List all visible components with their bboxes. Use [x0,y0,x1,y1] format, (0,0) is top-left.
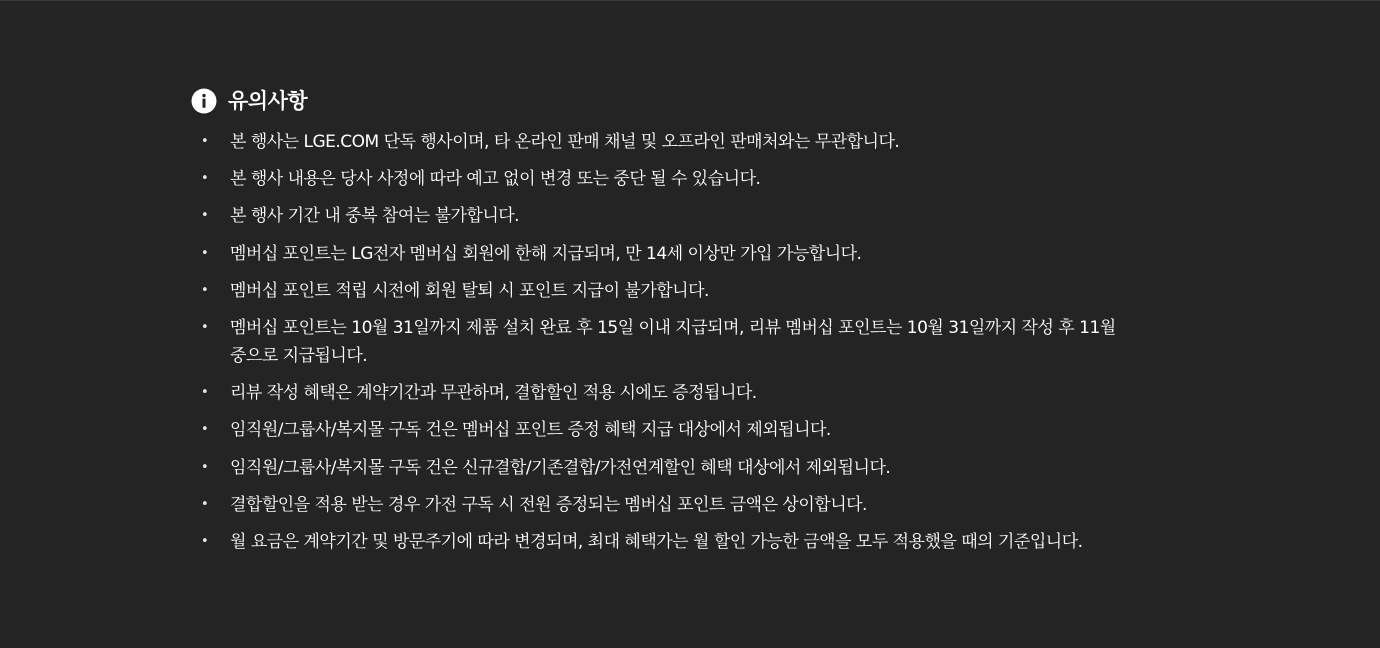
notice-item [191,277,1191,305]
notice-item [191,128,1191,156]
bullet-icon: • [201,245,209,261]
notice-item [191,379,1191,407]
notice-item-text: 멤버십 포인트는 10월 31일까지 제품 설치 완료 후 15일 이내 지급되며, 리뷰 멤버십 포인트는 10월 31일까지 작성 후 11월 중으로 지급됩니다. [230,317,1116,366]
notice-item [191,314,1191,370]
bullet-icon: • [201,422,209,438]
bullet-icon: • [201,496,209,512]
bullet-icon: • [201,385,209,401]
notice-item [191,454,1191,482]
notice-list [191,128,1191,556]
notice-item-text: 멤버십 포인트 적립 시전에 회원 탈퇴 시 포인트 지급이 불가합니다. [230,280,709,301]
bullet-icon: • [201,282,209,298]
notice-item [191,165,1191,193]
notice-item-text: 본 행사는 LGE.COM 단독 행사이며, 타 온라인 판매 채널 및 오프라인 판매처와는 무관합니다. [230,132,900,152]
bullet-icon: • [201,533,209,549]
notice-item-text: 월 요금은 계약기간 및 방문주기에 따라 변경되며, 최대 혜택가는 월 할인 가능한 금액을 모두 적용했을 때의 기준입니다. [230,531,1083,552]
notice-item-text: 결합할인을 적용 받는 경우 가전 구독 시 전원 증정되는 멤버십 포인트 금액은 상이합니다. [230,494,867,515]
notice-item-text: 멤버십 포인트는 LG전자 멤버십 회원에 한해 지급되며, 만 14세 이상만 가입 가능합니다. [230,243,862,264]
bullet-icon: • [201,171,209,187]
bullet-icon: • [201,134,209,149]
notice-section [191,86,1191,565]
notice-header [191,86,1191,116]
info-icon [191,88,217,114]
notice-item [191,528,1191,556]
notice-item-text: 임직원/그룹사/복지몰 구독 건은 멤버십 포인트 증정 혜택 지급 대상에서 제외됩니다. [230,420,831,441]
notice-item-text: 임직원/그룹사/복지몰 구독 건은 신규결합/기존결합/가전연계할인 혜택 대상에서 제외됩니다. [230,457,891,478]
notice-item-text: 리뷰 작성 혜택은 계약기간과 무관하며, 결합할인 적용 시에도 증정됩니다. [230,383,757,404]
notice-item [191,491,1191,519]
notice-item-text: 본 행사 내용은 당사 사정에 따라 예고 없이 변경 또는 중단 될 수 있습니다. [230,169,761,190]
notice-item-text: 본 행사 기간 내 중복 참여는 불가합니다. [230,206,520,227]
bullet-icon: • [201,208,209,224]
bullet-icon: • [201,459,209,475]
notice-item [191,240,1191,268]
notice-title: 유의사항 [228,89,308,113]
top-divider [0,0,1380,1]
notice-item [191,416,1191,444]
bullet-icon: • [201,319,209,335]
notice-item [191,202,1191,230]
